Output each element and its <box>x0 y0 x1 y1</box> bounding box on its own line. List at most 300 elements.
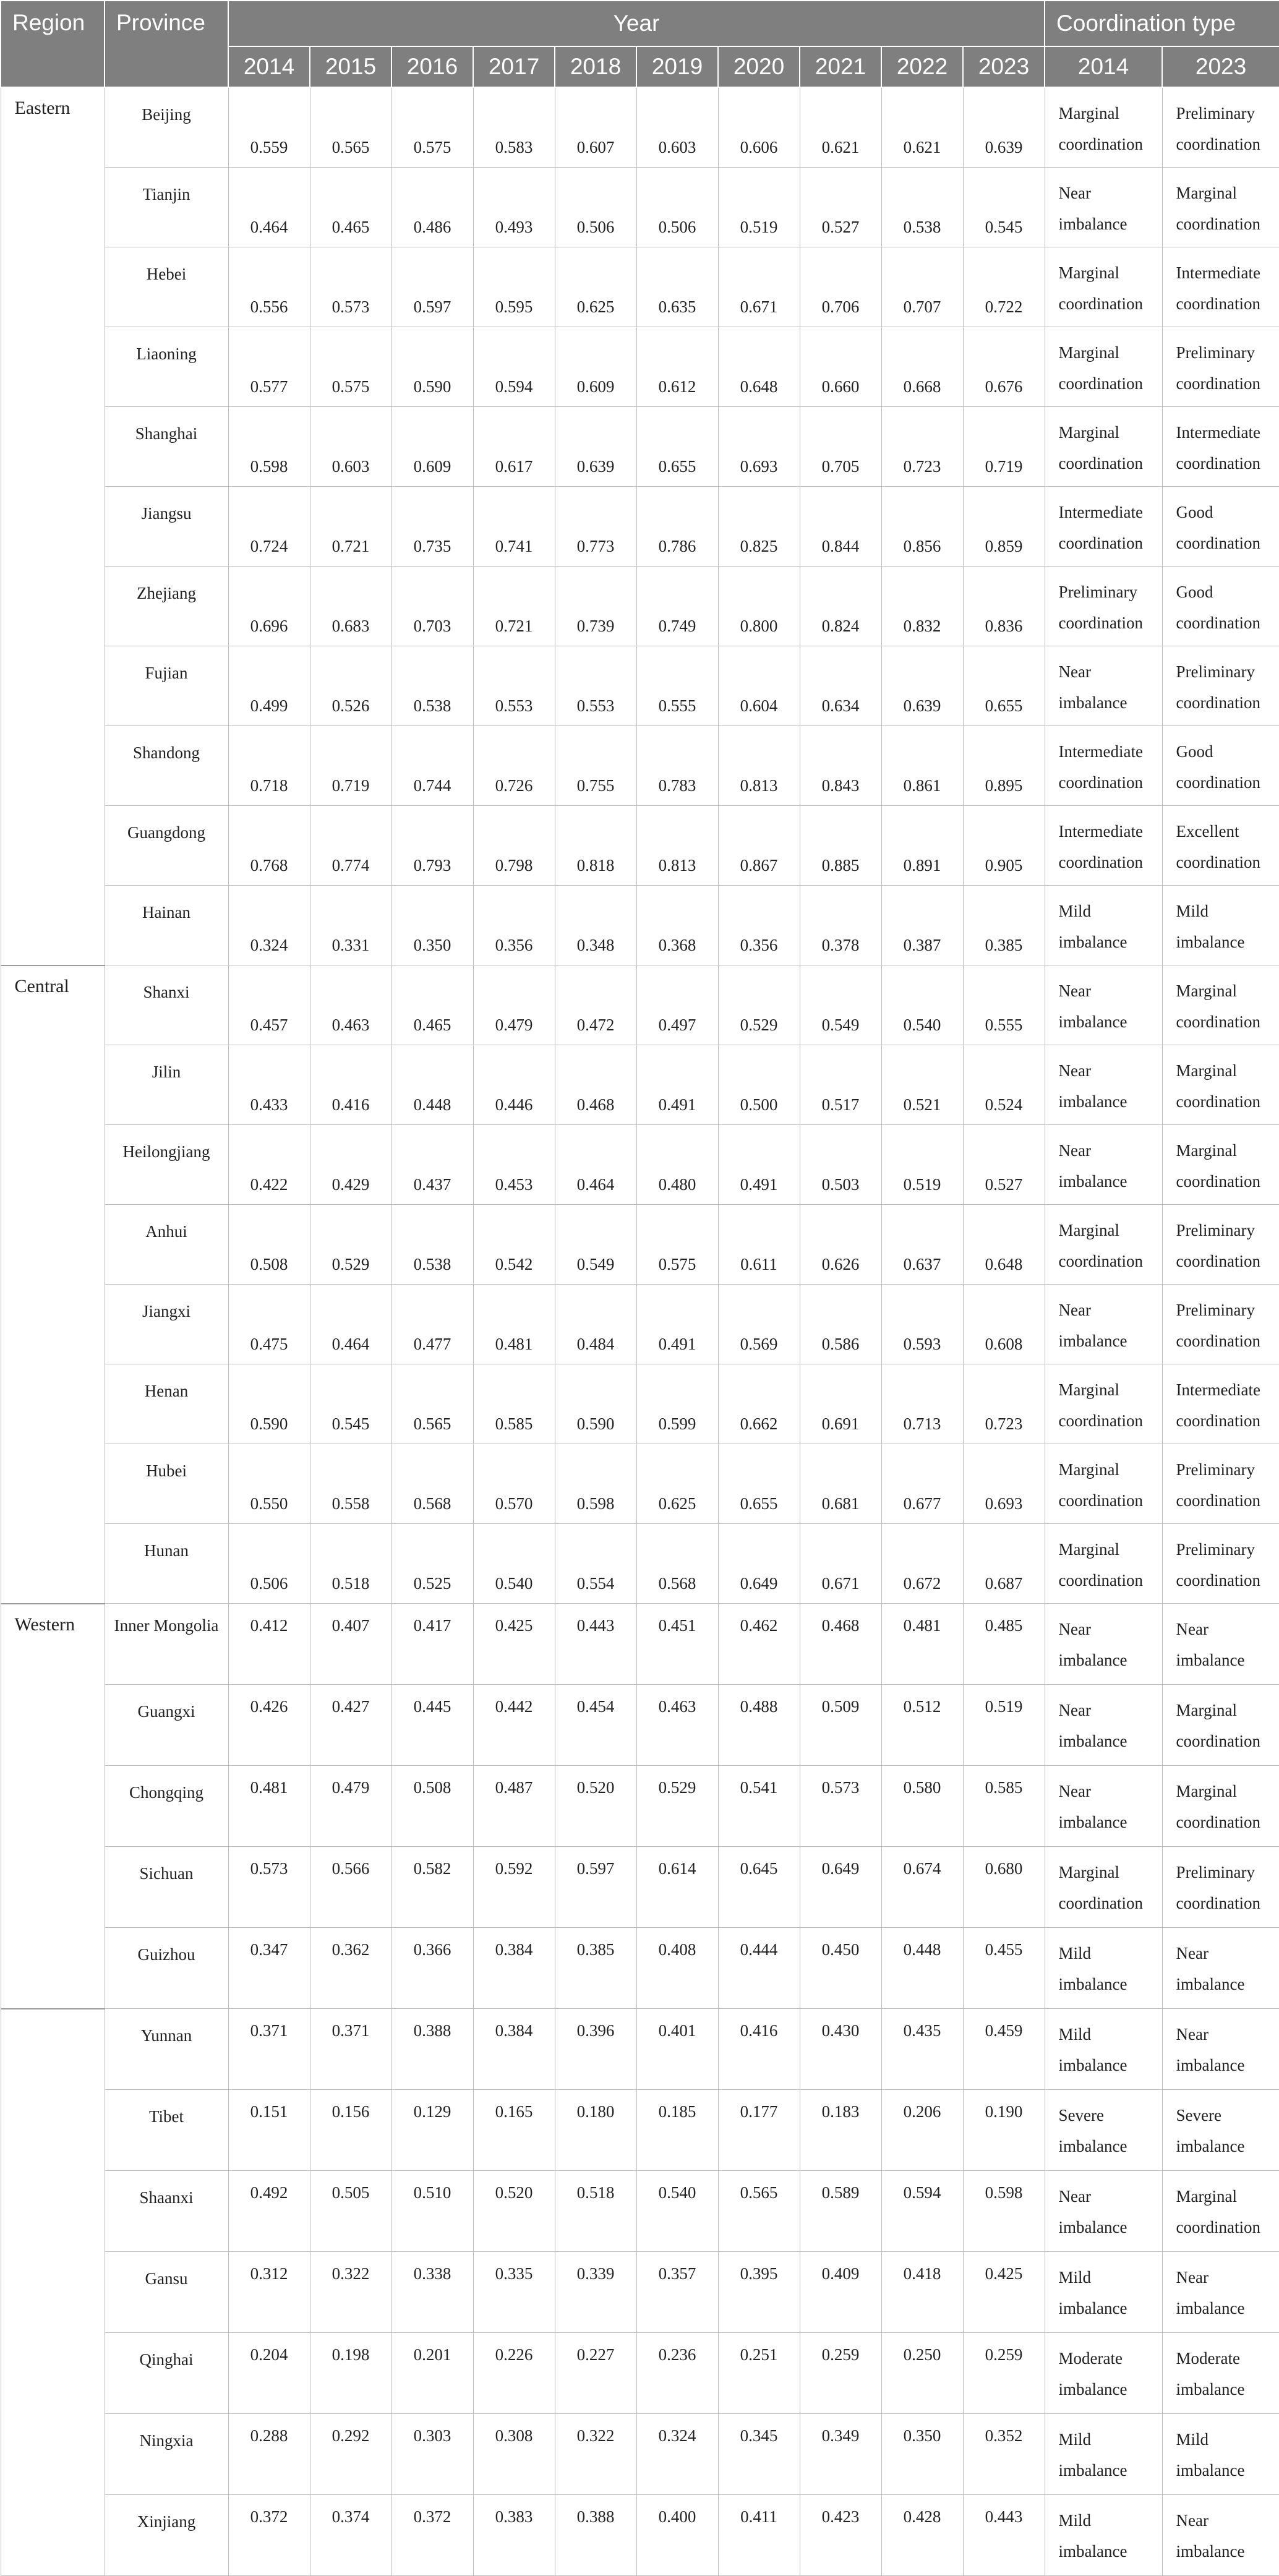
value-cell: 0.680 <box>963 1847 1045 1928</box>
coordination-type-cell: Intermediate coordination <box>1045 726 1162 806</box>
value-cell: 0.518 <box>555 2171 636 2252</box>
value-cell: 0.368 <box>636 886 718 965</box>
value-cell: 0.573 <box>228 1847 310 1928</box>
value-cell: 0.693 <box>718 407 800 487</box>
value-cell: 0.407 <box>310 1604 391 1685</box>
value-cell: 0.503 <box>800 1125 881 1205</box>
coordination-type-cell: Moderate imbalance <box>1162 2333 1279 2414</box>
value-cell: 0.545 <box>963 168 1045 247</box>
value-cell: 0.583 <box>473 87 555 168</box>
value-cell: 0.558 <box>310 1444 391 1524</box>
value-cell: 0.674 <box>881 1847 963 1928</box>
value-cell: 0.527 <box>800 168 881 247</box>
value-cell: 0.755 <box>555 726 636 806</box>
coordination-type-cell: Marginal coordination <box>1045 1524 1162 1604</box>
value-cell: 0.491 <box>636 1285 718 1364</box>
coordination-type-cell: Intermediate coordination <box>1162 407 1279 487</box>
value-cell: 0.542 <box>473 1205 555 1285</box>
province-cell: Jilin <box>105 1045 228 1125</box>
table-row <box>1 168 1279 247</box>
value-cell: 0.592 <box>473 1847 555 1928</box>
province-cell: Guizhou <box>105 1928 228 2009</box>
value-cell: 0.259 <box>800 2333 881 2414</box>
value-cell: 0.526 <box>310 646 391 726</box>
value-cell: 0.768 <box>228 806 310 886</box>
value-cell: 0.204 <box>228 2333 310 2414</box>
value-cell: 0.412 <box>228 1604 310 1685</box>
region-cell: Eastern <box>1 87 105 965</box>
value-cell: 0.569 <box>718 1285 800 1364</box>
value-cell: 0.625 <box>636 1444 718 1524</box>
value-cell: 0.538 <box>391 1205 473 1285</box>
table-row <box>1 726 1279 806</box>
value-cell: 0.435 <box>881 2009 963 2090</box>
value-cell: 0.555 <box>636 646 718 726</box>
coordination-type-cell: Mild imbalance <box>1045 2495 1162 2576</box>
value-cell: 0.493 <box>473 168 555 247</box>
value-cell: 0.749 <box>636 567 718 646</box>
coordination-type-cell: Marginal coordination <box>1162 1125 1279 1205</box>
value-cell: 0.721 <box>473 567 555 646</box>
value-cell: 0.649 <box>800 1847 881 1928</box>
value-cell: 0.573 <box>310 247 391 327</box>
value-cell: 0.621 <box>800 87 881 168</box>
value-cell: 0.607 <box>555 87 636 168</box>
value-cell: 0.444 <box>718 1928 800 2009</box>
value-cell: 0.556 <box>228 247 310 327</box>
value-cell: 0.356 <box>718 886 800 965</box>
value-cell: 0.773 <box>555 487 636 567</box>
value-cell: 0.707 <box>881 247 963 327</box>
coordination-type-cell: Near imbalance <box>1162 1928 1279 2009</box>
value-cell: 0.575 <box>391 87 473 168</box>
value-cell: 0.597 <box>391 247 473 327</box>
coordination-type-cell: Near imbalance <box>1045 646 1162 726</box>
coordination-type-cell: Marginal coordination <box>1045 87 1162 168</box>
value-cell: 0.649 <box>718 1524 800 1604</box>
value-cell: 0.443 <box>555 1604 636 1685</box>
value-cell: 0.832 <box>881 567 963 646</box>
value-cell: 0.335 <box>473 2252 555 2333</box>
value-cell: 0.349 <box>800 2414 881 2495</box>
value-cell: 0.818 <box>555 806 636 886</box>
coordination-type-cell: Near imbalance <box>1045 1285 1162 1364</box>
value-cell: 0.719 <box>963 407 1045 487</box>
value-cell: 0.442 <box>473 1685 555 1766</box>
value-cell: 0.388 <box>391 2009 473 2090</box>
coordination-type-cell: Near imbalance <box>1045 168 1162 247</box>
province-cell: Hubei <box>105 1444 228 1524</box>
value-cell: 0.545 <box>310 1364 391 1444</box>
value-cell: 0.553 <box>473 646 555 726</box>
value-cell: 0.506 <box>555 168 636 247</box>
province-cell: Zhejiang <box>105 567 228 646</box>
value-cell: 0.485 <box>963 1604 1045 1685</box>
table-row <box>1 487 1279 567</box>
value-cell: 0.540 <box>473 1524 555 1604</box>
value-cell: 0.508 <box>228 1205 310 1285</box>
coordination-type-cell: Marginal coordination <box>1162 1766 1279 1847</box>
value-cell: 0.861 <box>881 726 963 806</box>
value-cell: 0.520 <box>473 2171 555 2252</box>
value-cell: 0.480 <box>636 1125 718 1205</box>
province-cell: Shanghai <box>105 407 228 487</box>
value-cell: 0.488 <box>718 1685 800 1766</box>
value-cell: 0.446 <box>473 1045 555 1125</box>
year-column-header: 2016 <box>391 46 473 87</box>
year-column-header: 2018 <box>555 46 636 87</box>
year-column-header: 2014 <box>228 46 310 87</box>
value-cell: 0.479 <box>473 965 555 1045</box>
value-cell: 0.468 <box>555 1045 636 1125</box>
province-cell: Heilongjiang <box>105 1125 228 1205</box>
table-body <box>1 87 1279 2576</box>
table-row <box>1 646 1279 726</box>
coordination-type-cell: Preliminary coordination <box>1162 87 1279 168</box>
value-cell: 0.463 <box>310 965 391 1045</box>
coordination-type-cell: Moderate imbalance <box>1045 2333 1162 2414</box>
value-cell: 0.722 <box>963 247 1045 327</box>
value-cell: 0.350 <box>391 886 473 965</box>
value-cell: 0.598 <box>228 407 310 487</box>
coordination-type-cell: Good coordination <box>1162 726 1279 806</box>
value-cell: 0.418 <box>881 2252 963 2333</box>
coordination-type-cell: Near imbalance <box>1162 2009 1279 2090</box>
value-cell: 0.744 <box>391 726 473 806</box>
value-cell: 0.813 <box>636 806 718 886</box>
value-cell: 0.425 <box>473 1604 555 1685</box>
value-cell: 0.177 <box>718 2090 800 2171</box>
province-cell: Hunan <box>105 1524 228 1604</box>
coordination-type-cell: Mild imbalance <box>1045 886 1162 965</box>
value-cell: 0.396 <box>555 2009 636 2090</box>
value-cell: 0.575 <box>310 327 391 407</box>
coordination-type-cell: Marginal coordination <box>1162 1685 1279 1766</box>
table-row <box>1 1766 1279 1847</box>
value-cell: 0.378 <box>800 886 881 965</box>
value-cell: 0.517 <box>800 1045 881 1125</box>
value-cell: 0.568 <box>636 1524 718 1604</box>
value-cell: 0.739 <box>555 567 636 646</box>
value-cell: 0.813 <box>718 726 800 806</box>
value-cell: 0.550 <box>228 1444 310 1524</box>
value-cell: 0.648 <box>963 1205 1045 1285</box>
year-column-header: 2022 <box>881 46 963 87</box>
value-cell: 0.836 <box>963 567 1045 646</box>
value-cell: 0.401 <box>636 2009 718 2090</box>
value-cell: 0.198 <box>310 2333 391 2414</box>
coordination-type-cell: Good coordination <box>1162 487 1279 567</box>
value-cell: 0.445 <box>391 1685 473 1766</box>
value-cell: 0.719 <box>310 726 391 806</box>
value-cell: 0.481 <box>881 1604 963 1685</box>
value-cell: 0.905 <box>963 806 1045 886</box>
value-cell: 0.481 <box>473 1285 555 1364</box>
value-cell: 0.425 <box>963 2252 1045 2333</box>
value-cell: 0.668 <box>881 327 963 407</box>
value-cell: 0.891 <box>881 806 963 886</box>
province-cell: Anhui <box>105 1205 228 1285</box>
year-column-header: 2015 <box>310 46 391 87</box>
region-cell: Western <box>1 1604 105 2009</box>
value-cell: 0.453 <box>473 1125 555 1205</box>
value-cell: 0.590 <box>391 327 473 407</box>
value-cell: 0.206 <box>881 2090 963 2171</box>
province-header: Province <box>105 1 228 87</box>
value-cell: 0.492 <box>228 2171 310 2252</box>
value-cell: 0.331 <box>310 886 391 965</box>
coordination-type-cell: Severe imbalance <box>1045 2090 1162 2171</box>
table-row <box>1 2252 1279 2333</box>
value-cell: 0.417 <box>391 1604 473 1685</box>
value-cell: 0.477 <box>391 1285 473 1364</box>
value-cell: 0.705 <box>800 407 881 487</box>
table-row <box>1 2171 1279 2252</box>
coordination-type-cell: Marginal coordination <box>1045 327 1162 407</box>
table-row <box>1 1364 1279 1444</box>
year-column-header: 2017 <box>473 46 555 87</box>
value-cell: 0.455 <box>963 1928 1045 2009</box>
value-cell: 0.660 <box>800 327 881 407</box>
value-cell: 0.603 <box>310 407 391 487</box>
value-cell: 0.612 <box>636 327 718 407</box>
value-cell: 0.687 <box>963 1524 1045 1604</box>
value-cell: 0.464 <box>555 1125 636 1205</box>
table-row <box>1 965 1279 1045</box>
value-cell: 0.451 <box>636 1604 718 1685</box>
value-cell: 0.859 <box>963 487 1045 567</box>
value-cell: 0.357 <box>636 2252 718 2333</box>
coordination-type-cell: Near imbalance <box>1045 1685 1162 1766</box>
value-cell: 0.500 <box>718 1045 800 1125</box>
coordination-type-cell: Good coordination <box>1162 567 1279 646</box>
table-row <box>1 1928 1279 2009</box>
value-cell: 0.639 <box>963 87 1045 168</box>
coordination-type-cell: Marginal coordination <box>1162 965 1279 1045</box>
region-cell <box>1 2009 105 2576</box>
value-cell: 0.448 <box>391 1045 473 1125</box>
table-row <box>1 2414 1279 2495</box>
value-cell: 0.429 <box>310 1125 391 1205</box>
value-cell: 0.457 <box>228 965 310 1045</box>
value-cell: 0.774 <box>310 806 391 886</box>
coordination-type-cell: Preliminary coordination <box>1162 646 1279 726</box>
value-cell: 0.595 <box>473 247 555 327</box>
value-cell: 0.464 <box>310 1285 391 1364</box>
value-cell: 0.475 <box>228 1285 310 1364</box>
coordination-type-cell: Near imbalance <box>1045 965 1162 1045</box>
value-cell: 0.671 <box>718 247 800 327</box>
value-cell: 0.568 <box>391 1444 473 1524</box>
value-cell: 0.312 <box>228 2252 310 2333</box>
value-cell: 0.454 <box>555 1685 636 1766</box>
value-cell: 0.510 <box>391 2171 473 2252</box>
table-row <box>1 407 1279 487</box>
value-cell: 0.385 <box>963 886 1045 965</box>
value-cell: 0.793 <box>391 806 473 886</box>
coordination-type-cell: Intermediate coordination <box>1045 806 1162 886</box>
value-cell: 0.599 <box>636 1364 718 1444</box>
value-cell: 0.374 <box>310 2495 391 2576</box>
value-cell: 0.322 <box>555 2414 636 2495</box>
value-cell: 0.437 <box>391 1125 473 1205</box>
value-cell: 0.672 <box>881 1524 963 1604</box>
value-cell: 0.180 <box>555 2090 636 2171</box>
value-cell: 0.385 <box>555 1928 636 2009</box>
value-cell: 0.594 <box>881 2171 963 2252</box>
value-cell: 0.462 <box>718 1604 800 1685</box>
value-cell: 0.371 <box>228 2009 310 2090</box>
value-cell: 0.597 <box>555 1847 636 1928</box>
value-cell: 0.484 <box>555 1285 636 1364</box>
value-cell: 0.465 <box>310 168 391 247</box>
table-row <box>1 1685 1279 1766</box>
value-cell: 0.236 <box>636 2333 718 2414</box>
value-cell: 0.843 <box>800 726 881 806</box>
coordination-type-cell: Near imbalance <box>1045 1045 1162 1125</box>
value-cell: 0.590 <box>555 1364 636 1444</box>
coordination-type-cell: Mild imbalance <box>1162 886 1279 965</box>
value-cell: 0.509 <box>800 1685 881 1766</box>
value-cell: 0.573 <box>800 1766 881 1847</box>
value-cell: 0.288 <box>228 2414 310 2495</box>
value-cell: 0.593 <box>881 1285 963 1364</box>
province-cell: Chongqing <box>105 1766 228 1847</box>
coordination-type-cell: Intermediate coordination <box>1162 247 1279 327</box>
value-cell: 0.637 <box>881 1205 963 1285</box>
table-row <box>1 1604 1279 1685</box>
year-header: Year <box>228 1 1045 46</box>
province-cell: Beijing <box>105 87 228 168</box>
table-row <box>1 1205 1279 1285</box>
coordination-type-cell: Marginal coordination <box>1045 1205 1162 1285</box>
value-cell: 0.723 <box>963 1364 1045 1444</box>
value-cell: 0.555 <box>963 965 1045 1045</box>
value-cell: 0.201 <box>391 2333 473 2414</box>
province-cell: Fujian <box>105 646 228 726</box>
value-cell: 0.308 <box>473 2414 555 2495</box>
value-cell: 0.371 <box>310 2009 391 2090</box>
coordination-type-cell: Mild imbalance <box>1045 2009 1162 2090</box>
value-cell: 0.609 <box>391 407 473 487</box>
value-cell: 0.565 <box>391 1364 473 1444</box>
value-cell: 0.718 <box>228 726 310 806</box>
value-cell: 0.655 <box>636 407 718 487</box>
province-cell: Tianjin <box>105 168 228 247</box>
coordination-type-cell: Near imbalance <box>1162 1604 1279 1685</box>
coordination-type-cell: Marginal coordination <box>1045 1364 1162 1444</box>
coordination-type-cell: Marginal coordination <box>1045 1847 1162 1928</box>
value-cell: 0.165 <box>473 2090 555 2171</box>
value-cell: 0.639 <box>881 646 963 726</box>
province-cell: Hainan <box>105 886 228 965</box>
province-cell: Ningxia <box>105 2414 228 2495</box>
value-cell: 0.723 <box>881 407 963 487</box>
province-cell: Guangxi <box>105 1685 228 1766</box>
value-cell: 0.549 <box>555 1205 636 1285</box>
coordination-type-cell: Marginal coordination <box>1045 247 1162 327</box>
value-cell: 0.570 <box>473 1444 555 1524</box>
value-cell: 0.625 <box>555 247 636 327</box>
value-cell: 0.395 <box>718 2252 800 2333</box>
value-cell: 0.648 <box>718 327 800 407</box>
table-row <box>1 247 1279 327</box>
province-cell: Jiangsu <box>105 487 228 567</box>
value-cell: 0.463 <box>636 1685 718 1766</box>
value-cell: 0.450 <box>800 1928 881 2009</box>
value-cell: 0.506 <box>228 1524 310 1604</box>
province-cell: Jiangxi <box>105 1285 228 1364</box>
coordination-type-cell: Marginal coordination <box>1162 1045 1279 1125</box>
year-column-header: 2020 <box>718 46 800 87</box>
value-cell: 0.635 <box>636 247 718 327</box>
value-cell: 0.384 <box>473 2009 555 2090</box>
table-row <box>1 1285 1279 1364</box>
value-cell: 0.895 <box>963 726 1045 806</box>
value-cell: 0.621 <box>881 87 963 168</box>
value-cell: 0.585 <box>473 1364 555 1444</box>
coordination-type-cell: Preliminary coordination <box>1045 567 1162 646</box>
table-row <box>1 2009 1279 2090</box>
value-cell: 0.366 <box>391 1928 473 2009</box>
province-cell: Shaanxi <box>105 2171 228 2252</box>
province-cell: Liaoning <box>105 327 228 407</box>
coordination-type-cell: Preliminary coordination <box>1162 1205 1279 1285</box>
value-cell: 0.538 <box>391 646 473 726</box>
value-cell: 0.614 <box>636 1847 718 1928</box>
coordination-type-cell: Mild imbalance <box>1045 2252 1162 2333</box>
value-cell: 0.604 <box>718 646 800 726</box>
value-cell: 0.617 <box>473 407 555 487</box>
value-cell: 0.464 <box>228 168 310 247</box>
value-cell: 0.741 <box>473 487 555 567</box>
province-cell: Gansu <box>105 2252 228 2333</box>
value-cell: 0.423 <box>800 2495 881 2576</box>
value-cell: 0.350 <box>881 2414 963 2495</box>
province-cell: Hebei <box>105 247 228 327</box>
value-cell: 0.655 <box>963 646 1045 726</box>
value-cell: 0.487 <box>473 1766 555 1847</box>
value-cell: 0.416 <box>718 2009 800 2090</box>
value-cell: 0.324 <box>636 2414 718 2495</box>
value-cell: 0.713 <box>881 1364 963 1444</box>
value-cell: 0.472 <box>555 965 636 1045</box>
value-cell: 0.565 <box>718 2171 800 2252</box>
coordination-type-cell: Near imbalance <box>1045 1766 1162 1847</box>
value-cell: 0.598 <box>555 1444 636 1524</box>
value-cell: 0.430 <box>800 2009 881 2090</box>
value-cell: 0.540 <box>636 2171 718 2252</box>
province-cell: Sichuan <box>105 1847 228 1928</box>
value-cell: 0.553 <box>555 646 636 726</box>
coordination-type-cell: Mild imbalance <box>1162 2414 1279 2495</box>
table-row <box>1 806 1279 886</box>
value-cell: 0.508 <box>391 1766 473 1847</box>
table-row <box>1 2495 1279 2576</box>
coordination-year-header: 2014 <box>1045 46 1162 87</box>
value-cell: 0.400 <box>636 2495 718 2576</box>
value-cell: 0.786 <box>636 487 718 567</box>
value-cell: 0.724 <box>228 487 310 567</box>
value-cell: 0.590 <box>228 1364 310 1444</box>
value-cell: 0.611 <box>718 1205 800 1285</box>
value-cell: 0.465 <box>391 965 473 1045</box>
table-row <box>1 1125 1279 1205</box>
value-cell: 0.183 <box>800 2090 881 2171</box>
value-cell: 0.521 <box>881 1045 963 1125</box>
value-cell: 0.303 <box>391 2414 473 2495</box>
value-cell: 0.800 <box>718 567 800 646</box>
